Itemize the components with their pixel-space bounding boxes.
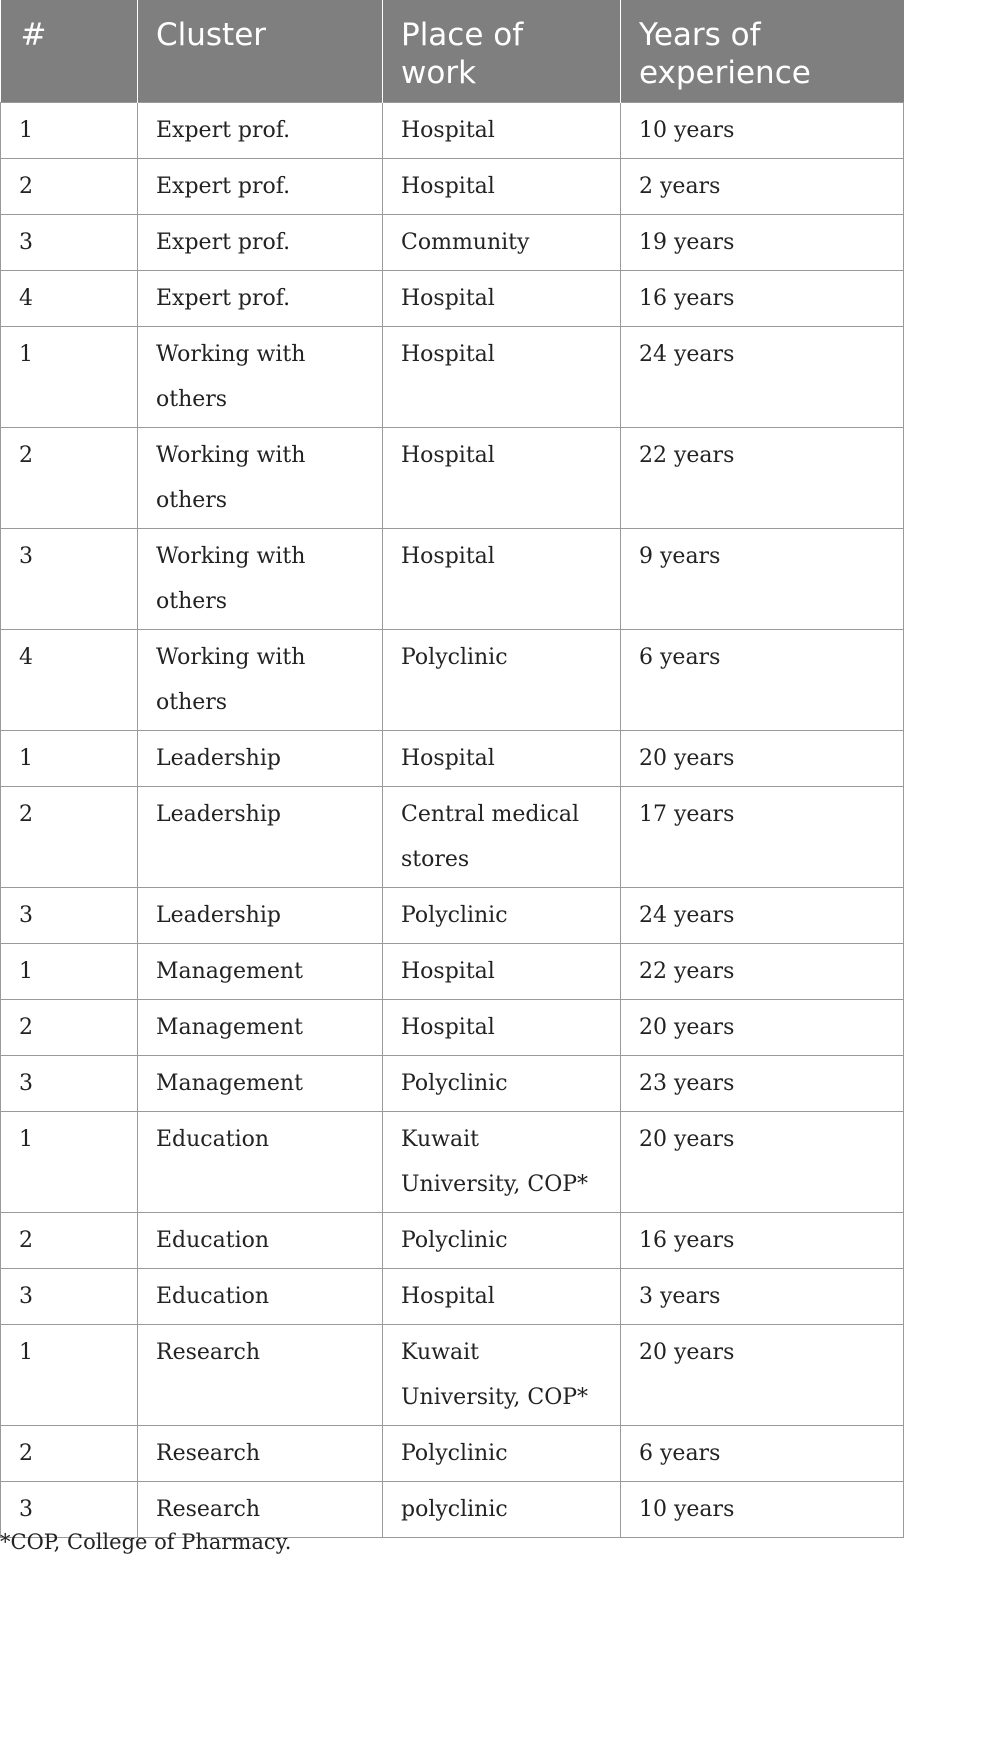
cell-cluster: Working with others	[138, 327, 383, 428]
cell-years-of-experience: 9 years	[621, 529, 904, 630]
cell-number: 1	[1, 944, 138, 1000]
cell-place-of-work: Hospital	[383, 103, 621, 159]
cell-number: 3	[1, 1056, 138, 1112]
cell-years-of-experience: 6 years	[621, 1426, 904, 1482]
table-row	[1, 1056, 904, 1112]
cell-cluster: Leadership	[138, 888, 383, 944]
cell-years-of-experience: 3 years	[621, 1269, 904, 1325]
table-body	[1, 103, 904, 1538]
table-row	[1, 103, 904, 159]
cell-number: 2	[1, 1000, 138, 1056]
cell-place-of-work: polyclinic	[383, 1482, 621, 1538]
cell-place-of-work: Hospital	[383, 1269, 621, 1325]
cell-number: 2	[1, 159, 138, 215]
cell-place-of-work: Community	[383, 215, 621, 271]
table-row	[1, 1325, 904, 1426]
cell-cluster: Management	[138, 944, 383, 1000]
cell-number: 2	[1, 1426, 138, 1482]
cell-years-of-experience: 22 years	[621, 428, 904, 529]
cell-cluster: Working with others	[138, 529, 383, 630]
table-row	[1, 787, 904, 888]
cell-place-of-work: Polyclinic	[383, 1213, 621, 1269]
cell-years-of-experience: 17 years	[621, 787, 904, 888]
cell-number: 3	[1, 1269, 138, 1325]
cell-cluster: Management	[138, 1000, 383, 1056]
cell-place-of-work: Polyclinic	[383, 630, 621, 731]
cell-years-of-experience: 20 years	[621, 1000, 904, 1056]
table-row	[1, 944, 904, 1000]
table-row	[1, 888, 904, 944]
cell-place-of-work: Polyclinic	[383, 1056, 621, 1112]
cell-years-of-experience: 16 years	[621, 271, 904, 327]
cell-years-of-experience: 16 years	[621, 1213, 904, 1269]
cell-years-of-experience: 24 years	[621, 327, 904, 428]
cell-years-of-experience: 10 years	[621, 103, 904, 159]
table-row	[1, 1213, 904, 1269]
cell-cluster: Research	[138, 1426, 383, 1482]
cell-number: 2	[1, 787, 138, 888]
cell-years-of-experience: 24 years	[621, 888, 904, 944]
table-row	[1, 529, 904, 630]
cell-cluster: Expert prof.	[138, 215, 383, 271]
cell-years-of-experience: 6 years	[621, 630, 904, 731]
cell-years-of-experience: 2 years	[621, 159, 904, 215]
cell-place-of-work: Hospital	[383, 271, 621, 327]
table-row	[1, 731, 904, 787]
cell-years-of-experience: 19 years	[621, 215, 904, 271]
table-row	[1, 1269, 904, 1325]
cell-number: 4	[1, 271, 138, 327]
cell-cluster: Education	[138, 1269, 383, 1325]
header-years-of-experience: Years of experience	[621, 0, 904, 103]
table-row	[1, 1426, 904, 1482]
cell-cluster: Leadership	[138, 731, 383, 787]
table-row	[1, 428, 904, 529]
cell-years-of-experience: 20 years	[621, 1325, 904, 1426]
cell-place-of-work: Hospital	[383, 944, 621, 1000]
cell-years-of-experience: 22 years	[621, 944, 904, 1000]
cell-number: 3	[1, 529, 138, 630]
table-row	[1, 215, 904, 271]
header-place-of-work: Place of work	[383, 0, 621, 103]
cell-cluster: Research	[138, 1482, 383, 1538]
table-footnote: *COP, College of Pharmacy.	[0, 1530, 292, 1554]
cell-cluster: Expert prof.	[138, 271, 383, 327]
table-row	[1, 1000, 904, 1056]
cell-number: 1	[1, 103, 138, 159]
cell-place-of-work: Hospital	[383, 1000, 621, 1056]
cell-years-of-experience: 20 years	[621, 731, 904, 787]
cell-place-of-work: Kuwait University, COP*	[383, 1112, 621, 1213]
cell-place-of-work: Hospital	[383, 428, 621, 529]
cell-number: 3	[1, 215, 138, 271]
cell-cluster: Research	[138, 1325, 383, 1426]
cell-place-of-work: Hospital	[383, 327, 621, 428]
table-header	[1, 0, 904, 103]
cell-cluster: Working with others	[138, 428, 383, 529]
cell-number: 2	[1, 1213, 138, 1269]
header-cluster: Cluster	[138, 0, 383, 103]
cell-years-of-experience: 23 years	[621, 1056, 904, 1112]
cell-place-of-work: Polyclinic	[383, 888, 621, 944]
cell-cluster: Expert prof.	[138, 159, 383, 215]
cell-years-of-experience: 10 years	[621, 1482, 904, 1538]
cell-number: 3	[1, 888, 138, 944]
cell-place-of-work: Central medical stores	[383, 787, 621, 888]
table-row	[1, 1112, 904, 1213]
cell-place-of-work: Hospital	[383, 529, 621, 630]
table-row	[1, 271, 904, 327]
cell-number: 1	[1, 327, 138, 428]
cell-number: 1	[1, 731, 138, 787]
cell-cluster: Working with others	[138, 630, 383, 731]
cell-cluster: Education	[138, 1213, 383, 1269]
table-row	[1, 159, 904, 215]
cell-number: 3	[1, 1482, 138, 1538]
cell-place-of-work: Kuwait University, COP*	[383, 1325, 621, 1426]
header-row	[1, 0, 904, 103]
cell-number: 4	[1, 630, 138, 731]
cell-place-of-work: Polyclinic	[383, 1426, 621, 1482]
cell-cluster: Expert prof.	[138, 103, 383, 159]
table-row	[1, 327, 904, 428]
cell-number: 1	[1, 1112, 138, 1213]
cell-cluster: Management	[138, 1056, 383, 1112]
cell-cluster: Leadership	[138, 787, 383, 888]
cell-place-of-work: Hospital	[383, 159, 621, 215]
cell-number: 1	[1, 1325, 138, 1426]
cell-years-of-experience: 20 years	[621, 1112, 904, 1213]
header-number: #	[1, 0, 138, 103]
cell-place-of-work: Hospital	[383, 731, 621, 787]
cell-cluster: Education	[138, 1112, 383, 1213]
table-row	[1, 630, 904, 731]
cell-number: 2	[1, 428, 138, 529]
